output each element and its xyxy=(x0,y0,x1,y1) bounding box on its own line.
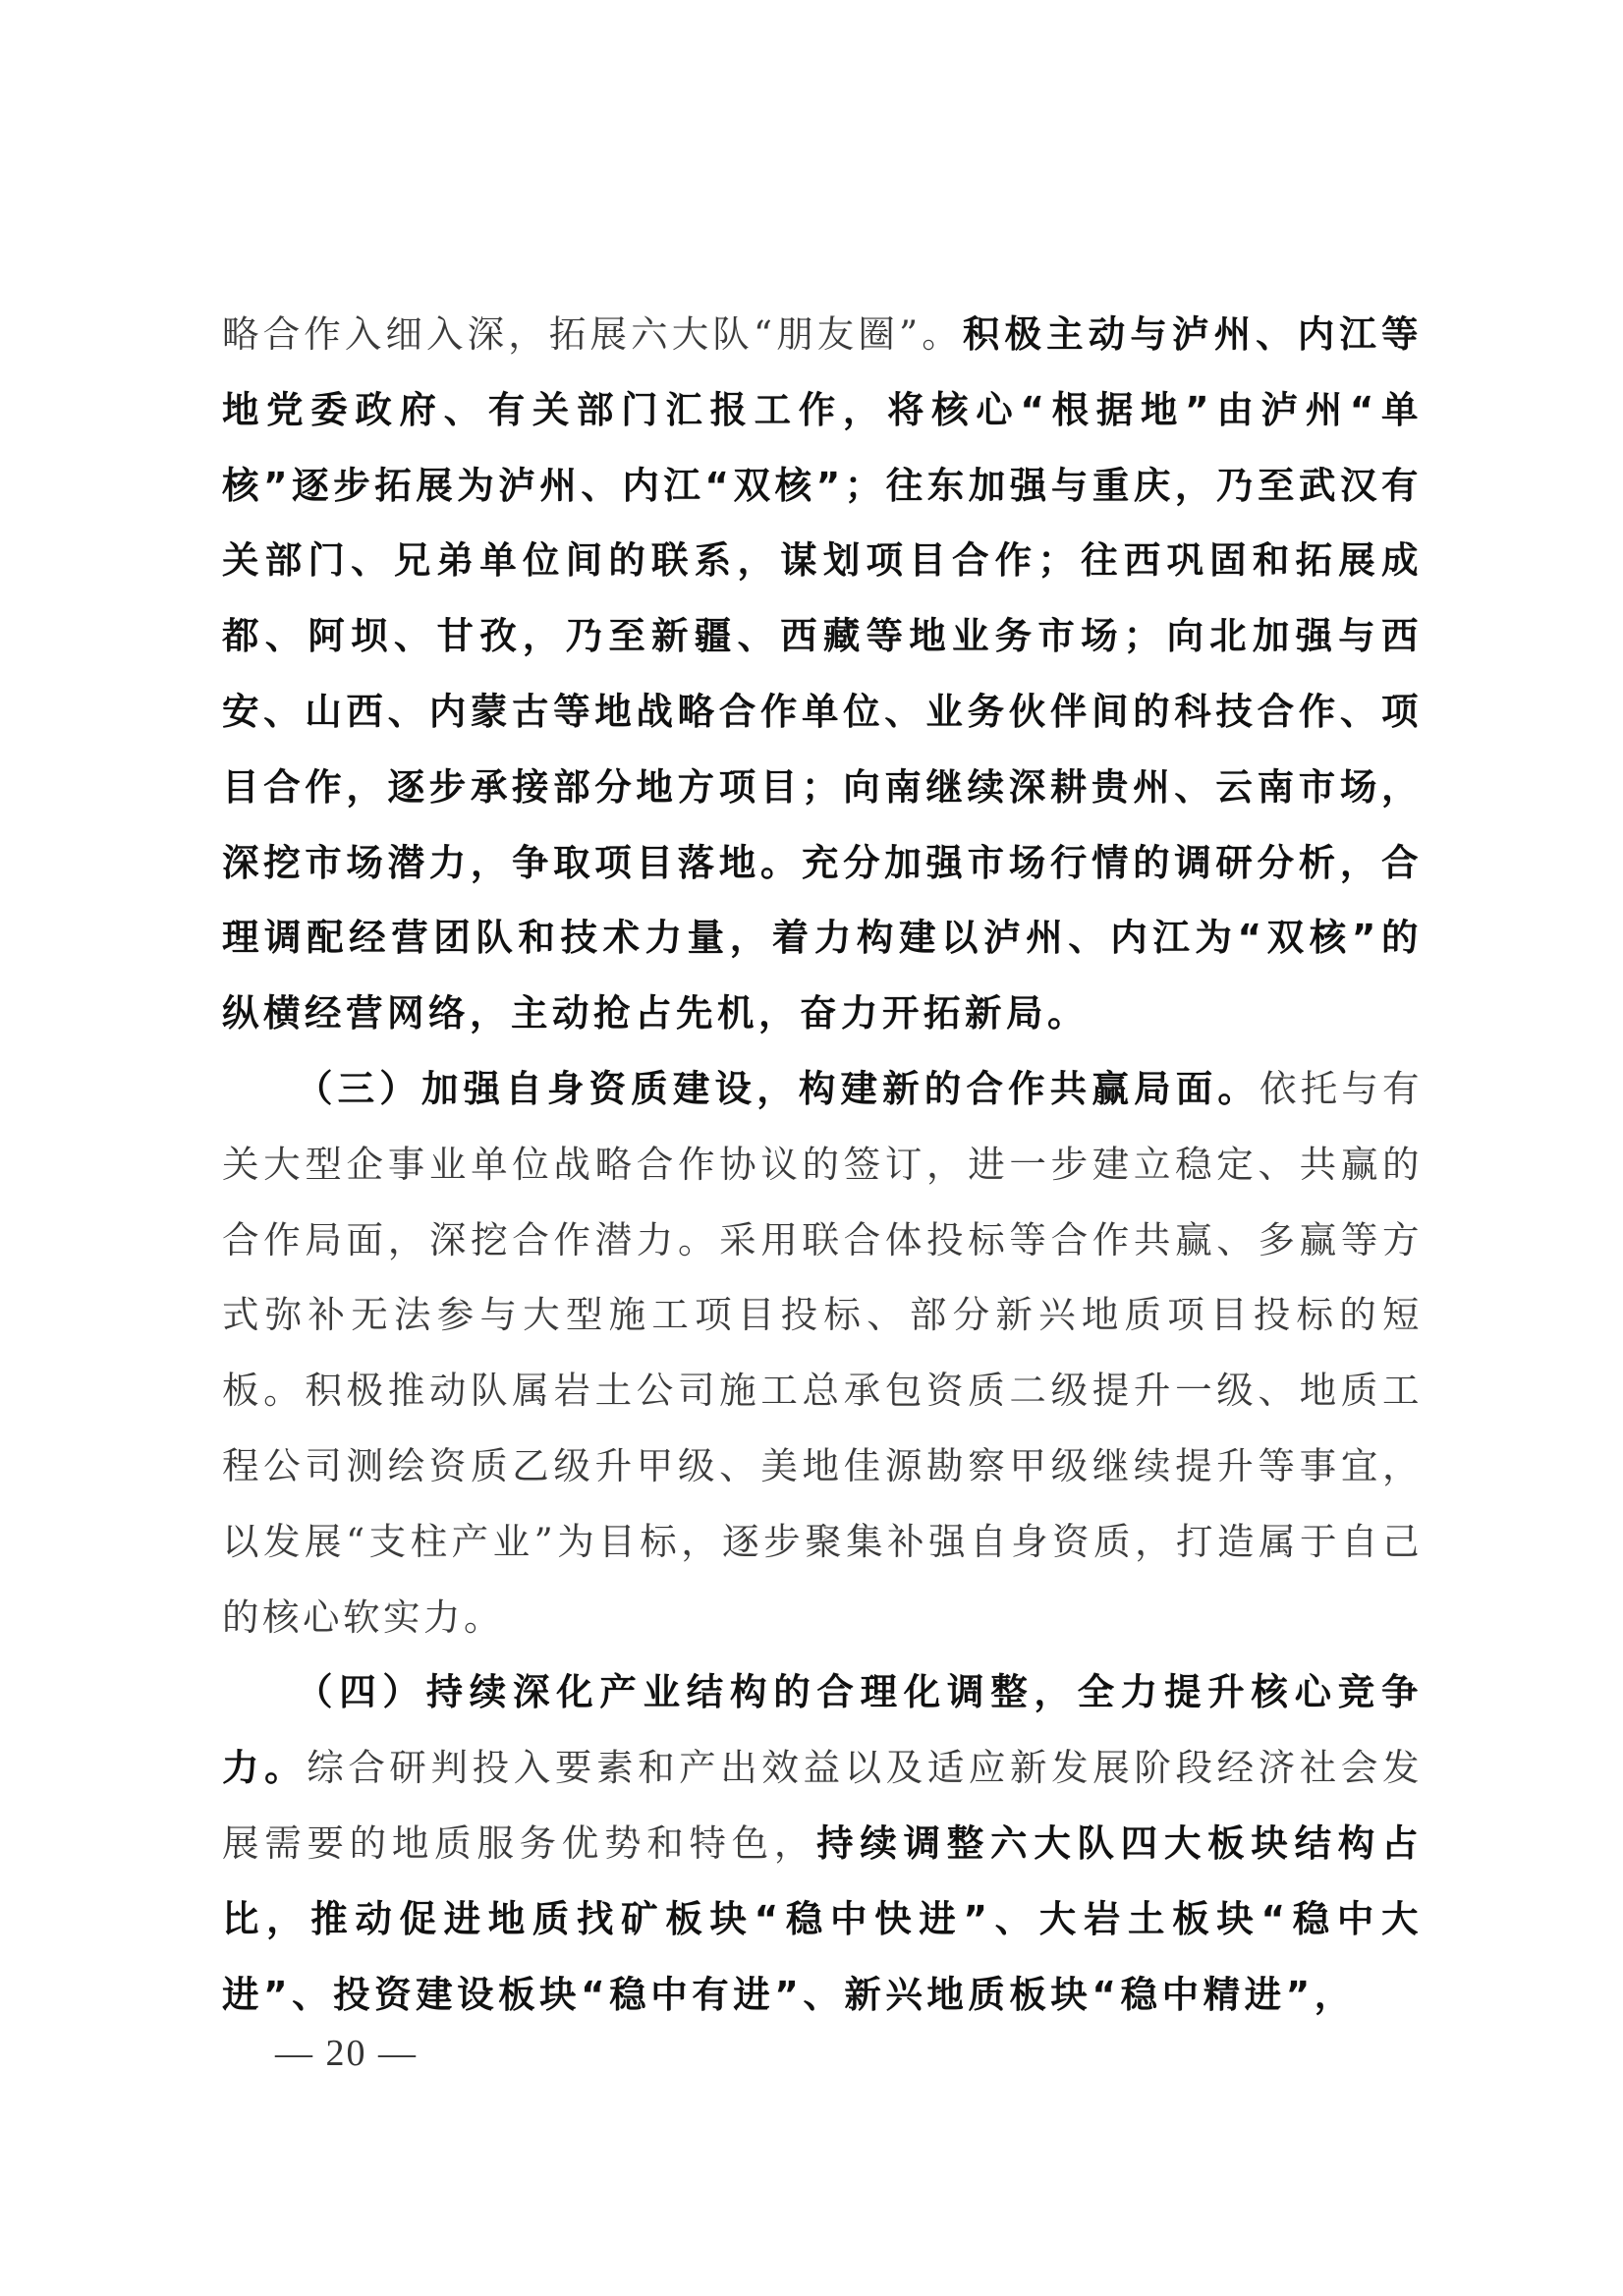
section-heading-three: （三）加强自身资质建设，构建新的合作共赢局面。 xyxy=(296,1066,1260,1110)
paragraph-text: 略合作入细入深，拓展六大队“朋友圈”。 xyxy=(222,312,963,356)
paragraph-bold-text: 持续调整六大队四大板块结构占比，推动促进地质找矿板块“稳中快进”、大岩土板块“稳中大进”、投资建设板块“稳中有进”、新兴地质板块“稳中精进”， xyxy=(222,1820,1424,2016)
paragraph-text: 依托与有关大型企事业单位战略合作协议的签订，进一步建立稳定、共赢的合作局面，深挖合作潜力。采用联合体投标等合作共赢、多赢等方式弥补无法参与大型施工项目投标、部分新兴地质项目投标的短板。积极推动队属岩土公司施工总承包资质二级提升一级、地质工程公司测绘资质乙级升甲级、美地佳源勘察甲级继续提升等事宜，以发展“支柱产业”为目标，逐步聚集补强自身资质，打造属于自己的核心软实力。 xyxy=(222,1066,1424,1639)
paragraph-bold-text: 积极主动与泸州、内江等地党委政府、有关部门汇报工作，将核心“根据地”由泸州“单核”逐步拓展为泸州、内江“双核”；往东加强与重庆，乃至武汉有关部门、兄弟单位间的联系，谋划项目合作；往西巩固和拓展成都、阿坝、甘孜，乃至新疆、西藏等地业务市场；向北加强与西安、山西、内蒙古等地战略合作单位、业务伙伴间的科技合作、项目合作，逐步承接部分地方项目；向南继续深耕贵州、云南市场，深挖市场潜力，争取项目落地。充分加强市场行情的调研分析，合理调配经营团队和技术力量，着力构建以泸州、内江为“双核”的纵横经营网络，主动抢占先机，奋力开拓新局。 xyxy=(222,312,1424,1036)
paragraph-industry-structure xyxy=(222,1654,1423,2032)
section-heading-four: （四）持续深化产业结构的合理化调整，全力提升核心竞争力。 xyxy=(222,1670,1423,1790)
paragraph-market-expansion xyxy=(222,297,1423,1051)
paragraph-text: 综合研判投入要素和产出效益以及适应新发展阶段经济社会发展需要的地质服务优势和特色， xyxy=(222,1746,1424,1865)
paragraph-qualification xyxy=(222,1051,1423,1654)
body-text xyxy=(222,297,1423,2032)
page-number: — 20 — xyxy=(275,2033,418,2074)
